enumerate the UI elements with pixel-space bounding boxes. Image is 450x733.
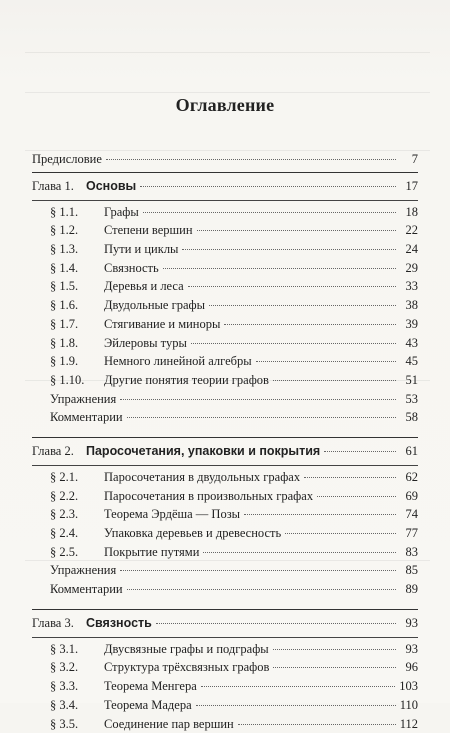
dot-leader xyxy=(304,477,396,478)
toc-page-number: 69 xyxy=(400,487,418,506)
section-number: § 1.3. xyxy=(50,240,104,259)
section-number: § 1.1. xyxy=(50,203,104,222)
chapter-prefix: Глава 1. xyxy=(32,175,86,197)
section-title: Соединение пар вершин xyxy=(104,717,234,731)
section-number: § 1.6. xyxy=(50,296,104,315)
toc-section[interactable] xyxy=(32,696,418,715)
chapter-prefix: Глава 2. xyxy=(32,440,86,462)
section-title: Покрытие путями xyxy=(104,545,199,559)
dot-leader xyxy=(140,186,396,187)
toc-page-number: 29 xyxy=(400,259,418,278)
dot-leader xyxy=(324,451,396,452)
section-number: § 1.10. xyxy=(50,371,104,390)
toc-page-number: 33 xyxy=(400,277,418,296)
dot-leader xyxy=(317,496,396,497)
dot-leader xyxy=(120,399,396,400)
section-number: § 3.2. xyxy=(50,658,104,677)
toc-page-number: 112 xyxy=(400,715,418,733)
section-title: Деревья и леса xyxy=(104,279,184,293)
toc-section[interactable] xyxy=(32,468,418,487)
section-title: Двусвязные графы и подграфы xyxy=(104,642,269,656)
dot-leader xyxy=(188,286,396,287)
chapter-title: Паросочетания, упаковки и покрытия xyxy=(86,444,320,458)
section-number: § 1.7. xyxy=(50,315,104,334)
dot-leader xyxy=(273,667,396,668)
section-title: Степени вершин xyxy=(104,223,193,237)
toc-page-number: 18 xyxy=(400,203,418,222)
toc-comments[interactable] xyxy=(32,580,418,599)
table-of-contents xyxy=(32,150,418,733)
toc-comments[interactable] xyxy=(32,408,418,427)
section-number: § 1.9. xyxy=(50,352,104,371)
toc-entry-label: Предисловие xyxy=(32,150,102,169)
dot-leader xyxy=(182,249,396,250)
toc-section[interactable] xyxy=(32,487,418,506)
toc-section[interactable] xyxy=(32,715,418,733)
toc-section[interactable] xyxy=(32,334,418,353)
section-number: § 2.2. xyxy=(50,487,104,506)
toc-page-number: 77 xyxy=(400,524,418,543)
chapter-underline xyxy=(32,465,418,466)
chapter-divider xyxy=(32,172,418,173)
section-title: Структура трёхсвязных графов xyxy=(104,660,269,674)
dot-leader xyxy=(273,380,396,381)
section-title: Упаковка деревьев и древесность xyxy=(104,526,281,540)
dot-leader xyxy=(244,514,396,515)
section-title: Графы xyxy=(104,205,139,219)
toc-page-number: 85 xyxy=(400,561,418,580)
dot-leader xyxy=(209,305,396,306)
section-number: § 1.8. xyxy=(50,334,104,353)
toc-chapter-2[interactable] xyxy=(32,440,418,462)
section-number: § 3.5. xyxy=(50,715,104,733)
section-title: Теорема Эрдёша — Позы xyxy=(104,507,240,521)
dot-leader xyxy=(285,533,396,534)
dot-leader xyxy=(120,570,396,571)
dot-leader xyxy=(127,589,396,590)
dot-leader xyxy=(256,361,396,362)
toc-page-number: 22 xyxy=(400,221,418,240)
section-number: § 2.3. xyxy=(50,505,104,524)
chapter-prefix: Глава 3. xyxy=(32,612,86,634)
toc-chapter-3[interactable] xyxy=(32,612,418,634)
section-title: Пути и циклы xyxy=(104,242,178,256)
section-number: § 2.1. xyxy=(50,468,104,487)
chapter-underline xyxy=(32,200,418,201)
section-title: Паросочетания в произвольных графах xyxy=(104,489,313,503)
toc-page-number: 110 xyxy=(400,696,418,715)
toc-section[interactable] xyxy=(32,640,418,659)
section-number: § 1.5. xyxy=(50,277,104,296)
dot-leader xyxy=(106,159,396,160)
toc-page-number: 93 xyxy=(400,640,418,659)
toc-section[interactable] xyxy=(32,505,418,524)
dot-leader xyxy=(196,705,396,706)
toc-section[interactable] xyxy=(32,543,418,562)
toc-page-number: 62 xyxy=(400,468,418,487)
chapter-underline xyxy=(32,637,418,638)
toc-page-number: 53 xyxy=(400,390,418,409)
section-number: § 3.1. xyxy=(50,640,104,659)
chapter-title: Связность xyxy=(86,616,152,630)
section-title: Связность xyxy=(104,261,159,275)
toc-entry-label: Комментарии xyxy=(32,580,123,599)
section-title: Немного линейной алгебры xyxy=(104,354,252,368)
toc-page-number: 74 xyxy=(400,505,418,524)
toc-page-number: 17 xyxy=(400,175,418,197)
toc-entry-label: Упражнения xyxy=(32,561,116,580)
page-title: Оглавление xyxy=(0,95,450,116)
toc-section[interactable] xyxy=(32,240,418,259)
toc-page-number: 7 xyxy=(400,150,418,169)
dot-leader xyxy=(273,649,396,650)
section-title: Другие понятия теории графов xyxy=(104,373,269,387)
dot-leader xyxy=(224,324,396,325)
toc-section[interactable] xyxy=(32,315,418,334)
toc-section[interactable] xyxy=(32,296,418,315)
toc-page-number: 45 xyxy=(400,352,418,371)
dot-leader xyxy=(201,686,396,687)
toc-section[interactable] xyxy=(32,259,418,278)
section-title: Теорема Мадера xyxy=(104,698,192,712)
toc-page-number: 89 xyxy=(400,580,418,599)
section-number: § 3.4. xyxy=(50,696,104,715)
section-title: Паросочетания в двудольных графах xyxy=(104,470,300,484)
toc-page-number: 83 xyxy=(400,543,418,562)
toc-chapter-1[interactable] xyxy=(32,175,418,197)
toc-section[interactable] xyxy=(32,677,418,696)
toc-page-number: 103 xyxy=(399,677,418,696)
toc-page-number: 93 xyxy=(400,612,418,634)
section-title: Теорема Менгера xyxy=(104,679,197,693)
toc-entry-label: Комментарии xyxy=(32,408,123,427)
dot-leader xyxy=(127,417,396,418)
chapter-divider xyxy=(32,437,418,438)
toc-section[interactable] xyxy=(32,371,418,390)
dot-leader xyxy=(197,230,396,231)
toc-page-number: 43 xyxy=(400,334,418,353)
toc-section[interactable] xyxy=(32,221,418,240)
toc-entry-label: Упражнения xyxy=(32,390,116,409)
toc-exercises[interactable] xyxy=(32,390,418,409)
section-number: § 1.2. xyxy=(50,221,104,240)
section-title: Двудольные графы xyxy=(104,298,205,312)
dot-leader xyxy=(238,724,396,725)
toc-page-number: 58 xyxy=(400,408,418,427)
toc-page-number: 38 xyxy=(400,296,418,315)
toc-section[interactable] xyxy=(32,203,418,222)
toc-section[interactable] xyxy=(32,277,418,296)
toc-page-number: 24 xyxy=(400,240,418,259)
dot-leader xyxy=(203,552,396,553)
section-title: Эйлеровы туры xyxy=(104,336,187,350)
toc-exercises[interactable] xyxy=(32,561,418,580)
dot-leader xyxy=(143,212,396,213)
section-number: § 2.5. xyxy=(50,543,104,562)
toc-entry-preface[interactable] xyxy=(32,150,418,169)
section-number: § 2.4. xyxy=(50,524,104,543)
toc-page-number: 96 xyxy=(400,658,418,677)
toc-page-number: 39 xyxy=(400,315,418,334)
section-number: § 1.4. xyxy=(50,259,104,278)
toc-page-number: 51 xyxy=(400,371,418,390)
dot-leader xyxy=(156,623,396,624)
toc-section[interactable] xyxy=(32,352,418,371)
section-title: Стягивание и миноры xyxy=(104,317,220,331)
toc-page-number: 61 xyxy=(400,440,418,462)
section-number: § 3.3. xyxy=(50,677,104,696)
toc-section[interactable] xyxy=(32,658,418,677)
dot-leader xyxy=(163,268,396,269)
chapter-divider xyxy=(32,609,418,610)
toc-section[interactable] xyxy=(32,524,418,543)
chapter-title: Основы xyxy=(86,179,136,193)
dot-leader xyxy=(191,343,396,344)
